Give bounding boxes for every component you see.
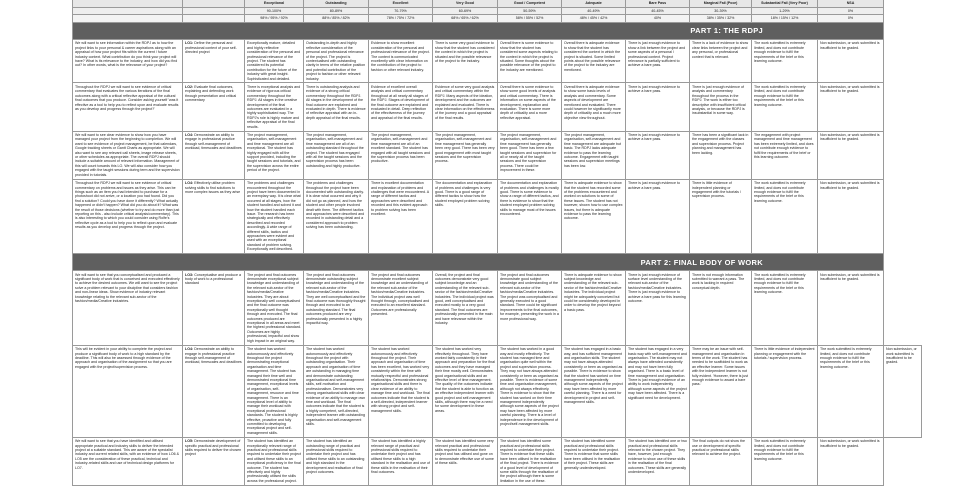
grade-descriptor: The documentation and explanation of problems and challenges is mostly good. There is some evidence to show a range of different tactics, and there is evidence to show that the student employed problem solving skills to manage most of the issues encountered. xyxy=(498,179,562,254)
criteria-row xyxy=(73,179,922,254)
percent-band xyxy=(73,8,183,15)
grade-descriptor: The student has identified a highly relevant range of practical and professional skills required to undertake their project and has utilised these skills to a high standard in the realisation and use of these skills in the realisation of their final outcomes. xyxy=(369,437,433,485)
percent-band xyxy=(183,8,245,15)
percent-band: 30-39% xyxy=(690,8,752,15)
criteria-row xyxy=(73,83,922,131)
column-header: Adequate xyxy=(562,0,626,8)
grade-descriptor: The project and final outcomes demonstrate outstanding subject knowledge and understanding of the relevant sub-sector of the fashion/media/Creative industries. They are well conceptualised and the final outcome was thoroughly thought through and executed to an outstanding standard. The final outcomes produced are very professionally presented in a highly impactful way. xyxy=(304,271,369,346)
rubric-table xyxy=(72,0,922,486)
grade-band xyxy=(73,15,183,22)
criteria-row xyxy=(73,437,922,485)
grade-descriptor: Evidence of excellent overall analysis and critical commentary throughout at all nearly all stages of the RDPJ. Stages of development of the final outcome are explained and evaluated in detail. Deep reflection of the effectiveness of the journey and appraisal of the final results. xyxy=(369,83,433,131)
grade-descriptor: There is adequate evidence to show subject knowledge and understanding of the relevant sub-sector of the fashion/media/Creative industries. The individual project might be adequately conceived but could be considerably developed in order to develop the project beyond a basic pass. xyxy=(562,271,626,346)
grade-descriptor: The student has worked autonomously and effectively throughout the project with outstanding organisation. Their approach and organisation of time are outstanding in managing time and demonstrate outstanding organisational and self-management skills, self-motivation and professionalism. Demonstrates very strong organisational skills with clear evidence of an ability to manage own time and workload. The final outcomes indicate that the student is a highly competent, self-directed, independent learner with outstanding organisation and self-management skills. xyxy=(304,345,369,437)
grade-descriptor: Overall there is adequate evidence to show that the student has considered the context in which the project is situated. Some limited points about the possible relevance of the project to the industry are mentioned. xyxy=(562,39,626,83)
learning-outcome-code: LO5: xyxy=(185,439,194,444)
learning-outcome-text: Demonstrate development of specific practical and professional skills required to deliver the chosen project xyxy=(185,439,242,457)
rubric-body xyxy=(73,0,922,485)
grade-descriptor: There may be an issue with self-management and organisation in terms of the work. The student has needed to be scaffolded to work as an effective learner. Some issues with the independent learner is not fully evident. 'However, there is just enough evidence to award a bare pass.' xyxy=(690,345,752,437)
learning-outcome-text: Effectively utilise problem solving skills to find solutions to more complex issues as they arise xyxy=(185,181,241,194)
grade-descriptor: Non submission, or work submitted is insufficient to be graded. xyxy=(818,83,884,131)
column-header: Good / Competent xyxy=(498,0,562,8)
grade-descriptor: The work submitted is extremely limited, and does not contribute enough evidence to fulfil the requirements of the brief or this learning outcome. xyxy=(752,83,818,131)
criteria-description: Throughout the RDPJ we will want to see evidence of critical commentary on problems and issues as they arise. This can be things such as an item you had intended to purchase for a photoshoot did not arrive, or a location you had found. Did you find a solution? Could you have done it differently? What actually happened or didn't happen? What did you do about it? What was the result of those decisions (whether to try and do more than just reporting on this - also include critical analysis/commentary). This is also interesting to which you could consider using Rolfe's reflective cycle as a tool to help you to reflect upon and evaluate results as you develop and progress through the project. xyxy=(73,179,183,254)
grade-descriptor: There is a lack of evidence to show clear links between the project and any personal, or professional context that is relevant. xyxy=(690,39,752,83)
column-header: Marginal Fail (Poor) xyxy=(690,0,752,8)
learning-outcome-code: LO4: xyxy=(185,181,194,186)
grade-descriptor: The project management, organisation, self-management and time management are adequate but basic. The RDPJ lacks adequate evidence to pass the learning outcome. Engagement with taught sessions and supervision meetings has been low. xyxy=(562,131,626,179)
section-title: PART 2: FINAL BODY OF WORK xyxy=(73,254,884,271)
grade-descriptor: The student has identified some practical and professional skills required to undertake their project. There is evidence that these skills have been utilised in the realisation of the final project. There is evidence of a good level of development of some skills through the realisation of the project although there is some limitation in the use of these. xyxy=(498,437,562,485)
grade-band: 88% / 85% / 82% xyxy=(304,15,369,22)
grade-descriptor: The student has worked autonomously and effectively throughout the project demonstrating exceptional organisation and time management. The student has managed their time well and demonstrated exceptional time management, exceptional levels of organisation, self-management, resource and time management. There is an exceptional level of ability to manage their workload with exceptional professional standards. The student is highly effective, proactive and fully committed to developing exceptional project and self-management skills. xyxy=(245,345,304,437)
grade-descriptor: The project management, organisation, self-management and time management are all exceptional. The student has highly engaged with all the support provided, including the taught sessions and tutorials, and the supervision across the entire period of the project. xyxy=(245,131,304,179)
column-header: Bare Pass xyxy=(626,0,690,8)
criteria-description: We will want to see clear evidence to show how you have managed your project from the beginning to completion. We will want to see evidence of project management, be that calendars, Google tracking sheets or Gantt Charts as appropriate. We will also want to see any relevant call sheets, image release sheets, or other schedules as appropriate. The overall RDPJ should include a suitable amount of relevant information. Management of this will count towards this LO. We will also consider how you engaged with the taught sessions during term and the supervision provided in tutorials. xyxy=(73,131,183,179)
grade-descriptor: There is just enough evidence of analysis and commentary throughout the process in the RDPJ. The work is either too descriptive with insufficient critical analysis, or because the RDPJ is insubstantial in some way. xyxy=(690,83,752,131)
learning-outcome-code: LO1: xyxy=(185,41,194,46)
grade-descriptor: Non submission, or work submitted is insufficient to be graded. xyxy=(818,437,884,485)
column-header-row xyxy=(73,0,922,8)
learning-outcome-text: Demonstrate an ability to engage in professional practice through self-management of workload, timescales and deadlines xyxy=(185,133,242,151)
criteria-row xyxy=(73,345,922,437)
grade-band: 78% / 75% / 72% xyxy=(369,15,433,22)
grade-band-row xyxy=(73,15,922,22)
criteria-description: This will be evident in your ability to complete the project and produce a significant body of work to a high standard by the deadline. This will also be assessed through evidence of the approach and organisation of the assignment so that you are engaged with the project/supervision process. xyxy=(73,345,183,437)
grade-descriptor: The documentation and explanation of problems and challenges is very good. There is a good range of different tactics to show how the student employed problem solving skills. xyxy=(433,179,498,254)
grade-descriptor: The project management, organisation, self-management and time management are all of an outstanding standard throughout the project. The student has engaged with all the taught sessions and the supervision process has been outstanding and highly productive. xyxy=(304,131,369,179)
criteria-description: We will want to see that you have identified and utilised appropriate practical and industry skills to deliver the intended project at a suitable standard. This are aware of the specialist industry and current related skills, with an evidence of how LO6 & LO5 are the consideration of these practical, technical and industry-related skills and use of technical design platforms for LO7. xyxy=(73,437,183,485)
learning-outcome xyxy=(183,437,245,485)
grade-descriptor: There is little evidence of independent planning or engagement with the tutorials / supervision process. xyxy=(752,345,818,437)
grade-descriptor: The work submitted is extremely limited, and does not contribute enough evidence to fulfil the requirements of the brief or this learning outcome. xyxy=(752,179,818,254)
grade-descriptor: There is adequate evidence to show that the student has recorded some of the problems encountered and worked on solutions to some of these issues. The student has not however, shown how to use complex issues, but there is adequate evidence to pass the learning outcome. xyxy=(562,179,626,254)
grade-descriptor: The problems and challenges encountered throughout the project have been documented in an exemplary way. It is clear what occurred at all stages, how the student handled and solved it and how the student handled each issue. The research has been strategically and effectively described and recorded accordingly. A wide range of different skills, tactics and approaches were evident and used with an exceptional standard of problem solving. Exceptionally well described. xyxy=(245,179,304,254)
grade-descriptor: Evidence to show excellent consideration of the personal and professional relevance of the project. The context is communicated excellently with clear information on the contribution of the project to fashion or other relevant industry. xyxy=(369,39,433,83)
grade-band: 38% / 35% / 32% xyxy=(690,15,752,22)
grade-descriptor: The project and final outcomes demonstrate good subject knowledge and understanding of the relevant sub-sector of the fashion/media/Creative industries. The project was conceptualised and generally executed to a good standard. There could be significant improvements to the final outcomes, for example, presenting the work in a more professional way. xyxy=(498,271,562,346)
grade-descriptor: The project management, organisation, self-management and time management has generally been very good. There has been very good engagement with most taught sessions and the supervision process. xyxy=(433,131,498,179)
percent-band: 0% xyxy=(818,8,884,15)
grade-descriptor: The work submitted is extremely limited, and does not contribute enough evidence to fulfil the requirements of the brief or this learning outcome. xyxy=(752,271,818,346)
grade-descriptor: Overall, the project and final outcomes demonstrate very good subject knowledge and an understanding of the relevant sub-sector of the fashion/media/Creative industries. The individual project was good, well conceptualised and executed mostly to a very good standard. The final outcomes are professionally presented in the main and have relevance within the industry. xyxy=(433,271,498,346)
grade-descriptor: The student has identified one or two practical and professional skills relevant to the chosen project. They have, however, just enough evidence to show use of these skills in the realisation of the final outcomes. These skills are generally underdeveloped. xyxy=(626,437,690,485)
grade-descriptor: There is just enough evidence to show a link between the project and some aspects of a personal / professional context. Project relevance is partially sufficient to achieve a bare pass. xyxy=(626,39,690,83)
grade-descriptor: Exceptionally mature, detailed and highly reflective consideration of the personal and professional relevance of the project. The student has considered its potential contribution for the future of the industry with great insight. Sophisticated and detailed. xyxy=(245,39,304,83)
grade-band: 40% xyxy=(626,15,690,22)
column-header xyxy=(73,0,183,8)
percent-band: 1-29% xyxy=(752,8,818,15)
criteria-description: We will want to see that you conceptualised and produced a significant body of work that is conceived and executed effectively to achieve the desired outcomes. We will want to see the project solve a problem relevant to your discipline that considers fashion and non-linear ideas. Show evidence of industry relevant knowledge relating to the relevant sub-sector of the fashion/media/Creative industries. xyxy=(73,271,183,346)
grade-descriptor: There is little evidence of independent planning or engagement with the tutorials / supervision process. xyxy=(690,179,752,254)
column-header: Exceptional xyxy=(245,0,304,8)
learning-outcome-text: Define the personal and professional context of your self-directed project xyxy=(185,41,237,55)
grade-band: 18% / 15% / 12% xyxy=(752,15,818,22)
grade-descriptor: The problems and challenges throughout the project have been documented with outstanding clarity. It is clear what occurred and why it did not go as planned, and how the student and other people involved dealt with them. The different tactics and approaches were described and recorded in outstanding detail and a considered approach to problem solving has been outstanding. xyxy=(304,179,369,254)
grade-band: 48% / 45% / 42% xyxy=(562,15,626,22)
percent-band: 90-100% xyxy=(245,8,304,15)
learning-outcome-code: LO2: xyxy=(185,84,194,89)
grade-descriptor: The student has worked autonomously and effectively throughout the project. Their approach and organisation of time has been excellent, has worked very consistently within the time with mutually respectful and professional relationships. Demonstrates strong organisational skills and there is clear evidence of an ability to manage time and workload. The final outcomes indicate that the student is a self-directed, independent learner with strong project and self-management skills. xyxy=(369,345,433,437)
column-header: NSA xyxy=(818,0,884,8)
section-title: PART 1: THE RDPJ xyxy=(73,22,884,39)
column-header xyxy=(183,0,245,8)
column-header: Substantial Fail (Very Poor) xyxy=(752,0,818,8)
grade-descriptor: The work submitted is extremely limited, and does not contribute enough evidence to fulfil the requirements of the brief or this learning outcome. xyxy=(752,39,818,83)
learning-outcome-text: Demonstrate an ability to engage in professional practice through self-management of workload, timescales and deadlines xyxy=(185,347,242,365)
grade-descriptor: The student has worked very effectively throughout. They have worked fairly consistently in their approach and preparation for the final outcomes and they have managed their time mostly well. Demonstrates good organisational skills and an effective level of time management. The quality of the outcomes indicate that the student is able to function as an effective independent learner with good project and self-management skills, although there may be a need for some development in these areas. xyxy=(433,345,498,437)
criteria-row xyxy=(73,39,922,83)
percent-band: 40-49% xyxy=(562,8,626,15)
grade-descriptor: The project and final outcomes demonstrate exceptional subject knowledge and understanding of the relevant sub-sector of the fashion/media/Creative industries. They are about exceptionally well conceptualised and the final outcome was exceptionally well thought through and executed. The final outcomes produced are exceptional in all areas and meet the highest professional standard. Outcomes are highly professional, impactful and show high impact in an original way. xyxy=(245,271,304,346)
learning-outcome xyxy=(183,131,245,179)
column-header: Very Good xyxy=(433,0,498,8)
grade-descriptor: Evidence of some very good analysis and critical commentary within the RDPJ. Many aspects of the ideation, development and the outcomes are explained and evaluated. There is clear information on the effectiveness of the journey and a good appraisal of the final results. xyxy=(433,83,498,131)
learning-outcome xyxy=(183,179,245,254)
grade-band: 98% / 95% / 92% xyxy=(245,15,304,22)
learning-outcome-text: Conceptualise and produce a body of work to a professional standard xyxy=(185,272,241,286)
grade-descriptor: There is some very good evidence to show that the student has considered the context in which the project is situated and the possible relevance of the project to the industry. xyxy=(433,39,498,83)
grade-descriptor: There is just enough evidence to achieve a bare pass. xyxy=(626,83,690,131)
grade-band xyxy=(183,15,245,22)
grade-band: 0% xyxy=(818,15,884,22)
grade-descriptor: The student has identified some practical and professional skills required to undertake their project. There is evidence that some skills have been utilised in the realisation of their project. These skills are generally underdeveloped. xyxy=(562,437,626,485)
grade-band: 58% / 55% / 52% xyxy=(498,15,562,22)
grade-descriptor: The project management, organisation, self-management and time management are all of an excellent standard. The student has engaged with all taught sessions and the supervision process has been productive. xyxy=(369,131,433,179)
criteria-row xyxy=(73,271,922,346)
grade-descriptor: There is excellent documentation and explanation of problems and challenges that were encountered. A range of different tactics and approaches were described and recorded and this evident approach to problem solving has been excellent. xyxy=(369,179,433,254)
grade-descriptor: The student has worked in a good way and mostly effectively. The student has managed time and organisation quite well within the project and supervision process. They may not have always attended consistently or been as organised as possible. There is evidence of some time and organisation management, although not always effectively. There is evidence to show that the student has worked on their time management independently although some aspects of the project may have been affected by more careful planning. There is a level of independence in the development of project/self-management skills. xyxy=(498,345,562,437)
percent-band: 80-89% xyxy=(304,8,369,15)
part1-header-row xyxy=(73,22,922,39)
grade-descriptor: The final outputs do not show the use or development of specific practical or professional skills relevant to achieve the project. xyxy=(690,437,752,485)
percent-band: 40-45% xyxy=(626,8,690,15)
grade-descriptor: There is not enough information submitted to warrant a pass. The work is lacking in required conceptual depth. xyxy=(690,271,752,346)
part2-header-row xyxy=(73,254,922,271)
learning-outcome xyxy=(183,39,245,83)
criteria-row xyxy=(73,131,922,179)
learning-outcome xyxy=(183,345,245,437)
grade-descriptor: The student has identified an outstanding range of practical and professional skills required to undertake their project and has utilised these skills to an outstanding and high standard in the development and realisation of final project outcomes. xyxy=(304,437,369,485)
grade-descriptor: Overall there is adequate evidence to show some basic levels of analysis and commentary. Some aspects of development are mentioned and evaluated. There could however be significantly more depth of criticality and a much more objective view throughout. xyxy=(562,83,626,131)
grade-descriptor: The student has engaged in a very basic way with self-management and organisation. The student may not always have attended consistently and may not have been fully organised. There is a basic level of time management and organisation. There is just enough evidence of an ability to work independently although some aspects of the project may have been affected. There is a significant need for development. xyxy=(626,345,690,437)
grade-descriptor: Non submission, or work submitted is insufficient to be graded. xyxy=(818,179,884,254)
grade-descriptor: There is just enough evidence of surface level understanding of the relevant sub-sector of the fashion/media/Creative industries. There is just enough evidence to achieve a bare pass for this learning outcome. xyxy=(626,271,690,346)
grade-descriptor: Non submission, or work submitted is insufficient to be graded. xyxy=(884,345,922,437)
criteria-description: We will want to see information within the RDPJ as to how the project links to your personal & career aspirations along with an appraisal of how your project fits within the current / future industry context. What contribution do you think your project will have? What is its relevance to the industry, and how did you find out? In other words, what is the relevance of your project? xyxy=(73,39,183,83)
grade-descriptor: The work submitted is extremely limited, and does not contribute enough evidence to fulfil the requirements of the brief or this learning outcome. xyxy=(752,437,818,485)
column-header: Excellent xyxy=(369,0,433,8)
percent-band: 60-69% xyxy=(433,8,498,15)
learning-outcome-code: LO4: xyxy=(185,347,194,352)
percent-band: 70-79% xyxy=(369,8,433,15)
percent-band: 50-59% xyxy=(498,8,562,15)
grade-descriptor: The student has engaged in a basic way, and has sufficient management and organisation skills. The student may not have always attended consistently or been as organised as possible. There is evidence to show that the student has worked on time management independently although some aspects of the project may have been affected by more careful planning. There is a need for development in project and self-management skills. xyxy=(562,345,626,437)
grade-descriptor: The work submitted is extremely limited, and does not contribute enough evidence to fulfil the requirements of the brief or this learning outcome. xyxy=(818,345,884,437)
grade-descriptor: Overall there is some evidence to show some good levels of analysis and critical commentary. There is information on some aspects of the development, explanation and evaluation. There is some more depth of criticality and a more reflective appraisal. xyxy=(498,83,562,131)
learning-outcome-code: LO4: xyxy=(185,133,194,138)
grade-descriptor: Non submission, or work submitted is insufficient to be graded. xyxy=(818,131,884,179)
grade-band: 68% / 65% / 62% xyxy=(433,15,498,22)
grade-descriptor: There is exceptional analysis and evidence of rigorous critical commentary throughout the RDPJ. All stages in the creative development of the final outcomes are evaluated in a highly sophisticated way. The RDPJ's role is highly mature and reflective appraisal of the final results. xyxy=(245,83,304,131)
learning-outcome xyxy=(183,83,245,131)
grade-descriptor: Outstanding in-depth and highly reflective consideration of the personal and professional relevance of the project. The project is contextualised with outstanding clarity in terms of the relative position and potential contribution of the project to fashion or other relevant industry. xyxy=(304,39,369,83)
grade-descriptor: The project and final outcomes demonstrate excellent subject knowledge and an understanding of the relevant sub-sector of the fashion/media/Creative industries. The individual project was well thought through, conceptualised and executed to an excellent standard. Outcomes are professionally presented. xyxy=(369,271,433,346)
grade-descriptor: There has been a significant lack in the engagement with the classes and supervision process. Project planning and management has been lacking. xyxy=(690,131,752,179)
grade-descriptor: There is just enough evidence to achieve a bare pass. xyxy=(626,179,690,254)
grade-descriptor: There is outstanding analysis and evidence of a strong critical commentary throughout the RDPJ. All stages in the development of the final outcome are explained and evaluated in depth. There is evidence of reflective appraisal with an in-depth appraisal of the final results. xyxy=(304,83,369,131)
learning-outcome xyxy=(183,271,245,346)
grade-descriptor: The student has identified some very relevant practical and professional skills required to undertake their project and has utilised and gone on to demonstrate effective use of some of these skills. xyxy=(433,437,498,485)
criteria-description: Throughout the RDPJ we will want to see evidence of critical commentary that evaluates the various iterations of the final outcomes along with a critical reflective appraisal of the cultural final outcomes that you produce. Consider asking yourself 'was it effective as a tool to help you to reflect upon and evaluate results as you develop and progress through the project?' xyxy=(73,83,183,131)
learning-outcome-text: Evaluate final outcomes, explaining and defending work through presentation and critical commentary xyxy=(185,84,237,103)
grade-descriptor: The project management, organisation, self-management and time management has generally been good. There has been a few taught sessions and supervision for all or nearly all of the taught sessions and the supervision process. There could be improvement in these. xyxy=(498,131,562,179)
grade-descriptor: There is just enough evidence to achieve a bare pass. xyxy=(626,131,690,179)
grade-descriptor: The student has identified an exceptionally relevant range of practical and professional skills required to undertake their project and utilised these skills to an exceptional proficiency in the final outcome. The student has effectively and highly professionally utilised the skills across the professional project. xyxy=(245,437,304,485)
grade-descriptor: The engagement with project management and time management has been extremely limited, and does not contribute enough evidence to fulfil the requirements of the brief or this learning outcome. xyxy=(752,131,818,179)
column-header: Outstanding xyxy=(304,0,369,8)
grade-descriptor: Overall there is some evidence to show that the student has considered some aspects relating to the context in which the project is situated. Some thoughts about the possible relevance of the project to the industry are mentioned. xyxy=(498,39,562,83)
percent-band-row xyxy=(73,8,922,15)
grade-descriptor: Non submission, or work submitted is insufficient to be graded. xyxy=(818,39,884,83)
learning-outcome-code: LO3: xyxy=(185,272,194,277)
grade-descriptor: Non submission, or work submitted is insufficient to be graded. xyxy=(818,271,884,346)
